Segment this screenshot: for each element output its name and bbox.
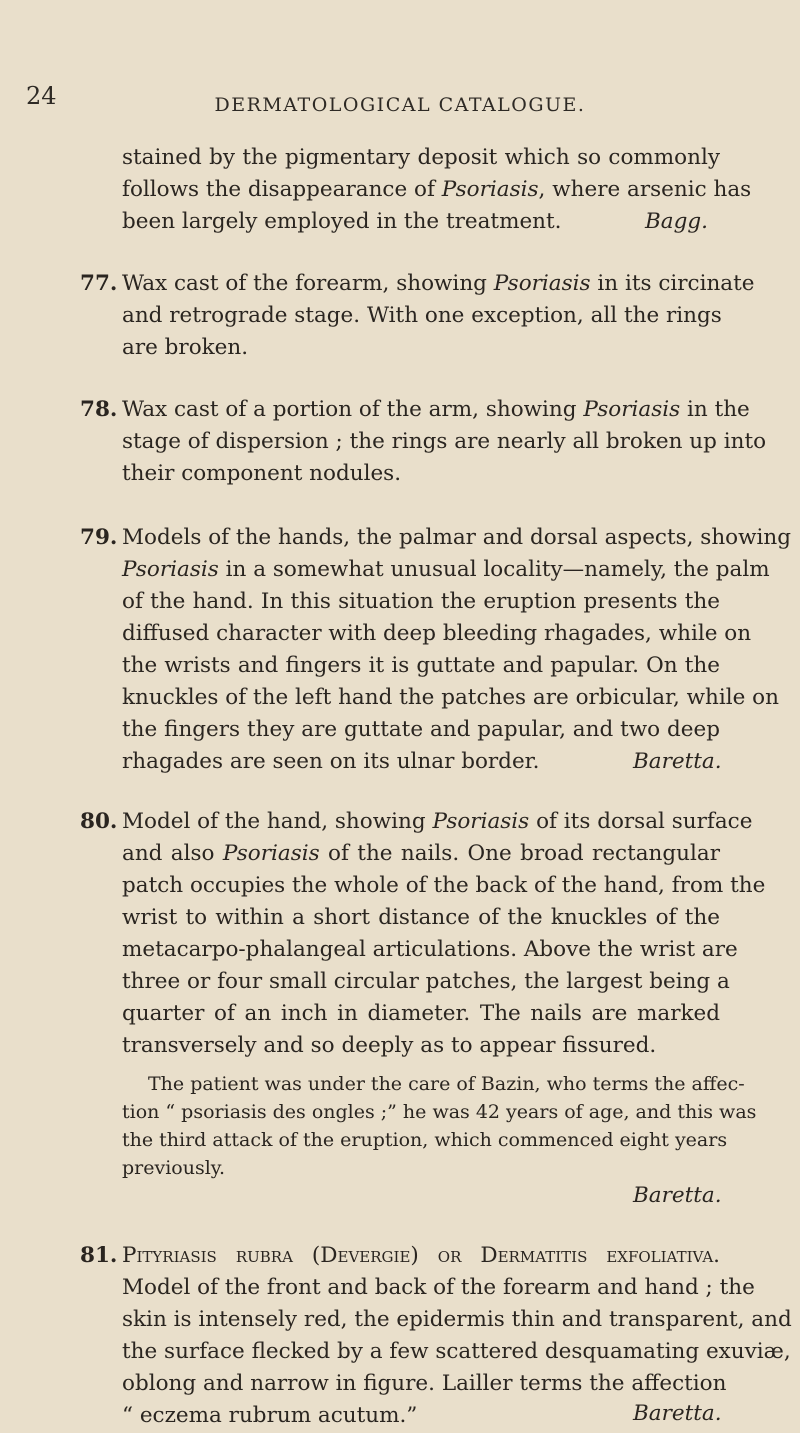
entry-line: their component nodules. (122, 461, 402, 486)
entry-line: and retrograde stage. With one exception, all the rings (122, 303, 722, 328)
entry-line: metacarpo-phalangeal articulations. Above the wrist are (122, 937, 738, 962)
note-line: tion “ psoriasis des ongles ;” he was 42 years of age, and this was (122, 1101, 757, 1123)
entry-number: 81. (80, 1243, 118, 1268)
entry-line: Models of the hands, the palmar and dorsal aspects, showing (122, 525, 792, 550)
entry-number: 80. (80, 809, 118, 834)
note-line: previously. (122, 1157, 226, 1179)
entry-line: Wax cast of a portion of the arm, showing Psoriasis in the (122, 397, 750, 422)
entry-line: the surface flecked by a few scattered desquamating exuviæ, (122, 1339, 791, 1364)
entry-line: and also Psoriasis of the nails. One broad rectangular (122, 841, 720, 866)
entry-line: quarter of an inch in diameter. The nails are marked (122, 1001, 720, 1026)
entry-line: “ eczema rubrum acutum.” (122, 1403, 418, 1428)
entry-line: oblong and narrow in figure. Lailler terms the affection (122, 1371, 727, 1396)
entry-line: Wax cast of the forearm, showing Psoriasis in its circinate (122, 271, 755, 296)
entry-line: Model of the hand, showing Psoriasis of its dorsal surface (122, 809, 753, 834)
intro-line: stained by the pigmentary deposit which so commonly (122, 145, 720, 170)
intro-line: been largely employed in the treatment. (122, 209, 562, 234)
signature: Baretta. (633, 1401, 722, 1426)
page-number: 24 (26, 82, 57, 110)
entry-line: patch occupies the whole of the back of the hand, from the (122, 873, 766, 898)
running-title: DERMATOLOGICAL CATALOGUE. (214, 94, 586, 116)
entry-line: the fingers they are guttate and papular, and two deep (122, 717, 720, 742)
entry-line: wrist to within a short distance of the knuckles of the (122, 905, 720, 930)
entry-line: Model of the front and back of the forearm and hand ; the (122, 1275, 755, 1300)
entry-line: Psoriasis in a somewhat unusual locality—namely, the palm (122, 557, 770, 582)
entry-line: of the hand. In this situation the eruption presents the (122, 589, 720, 614)
entry-line: are broken. (122, 335, 249, 360)
entry-line: the wrists and fingers it is guttate and papular. On the (122, 653, 720, 678)
page-header (20, 82, 780, 122)
entry-line: transversely and so deeply as to appear fissured. (122, 1033, 657, 1058)
signature: Baretta. (633, 1183, 722, 1208)
entry-line: rhagades are seen on its ulnar border. (122, 749, 540, 774)
signature: Bagg. (645, 209, 708, 234)
note-line: the third attack of the eruption, which commenced eight years (122, 1129, 728, 1151)
entry-line: knuckles of the left hand the patches are orbicular, while on (122, 685, 779, 710)
entry-number: 78. (80, 397, 118, 422)
entry-line: skin is intensely red, the epidermis thin and transparent, and (122, 1307, 792, 1332)
entry-line: Pityriasis rubra (Devergie) or Dermatitis exfoliativa. (122, 1243, 720, 1268)
entry-line: stage of dispersion ; the rings are nearly all broken up into (122, 429, 767, 454)
entry-number: 77. (80, 271, 118, 296)
intro-line: follows the disappearance of Psoriasis, where arsenic has (122, 177, 752, 202)
signature: Baretta. (633, 749, 722, 774)
entry-line: three or four small circular patches, the largest being a (122, 969, 730, 994)
entry-line: diffused character with deep bleeding rhagades, while on (122, 621, 752, 646)
entry-number: 79. (80, 525, 118, 550)
note-line: The patient was under the care of Bazin, who terms the affec- (148, 1073, 745, 1095)
